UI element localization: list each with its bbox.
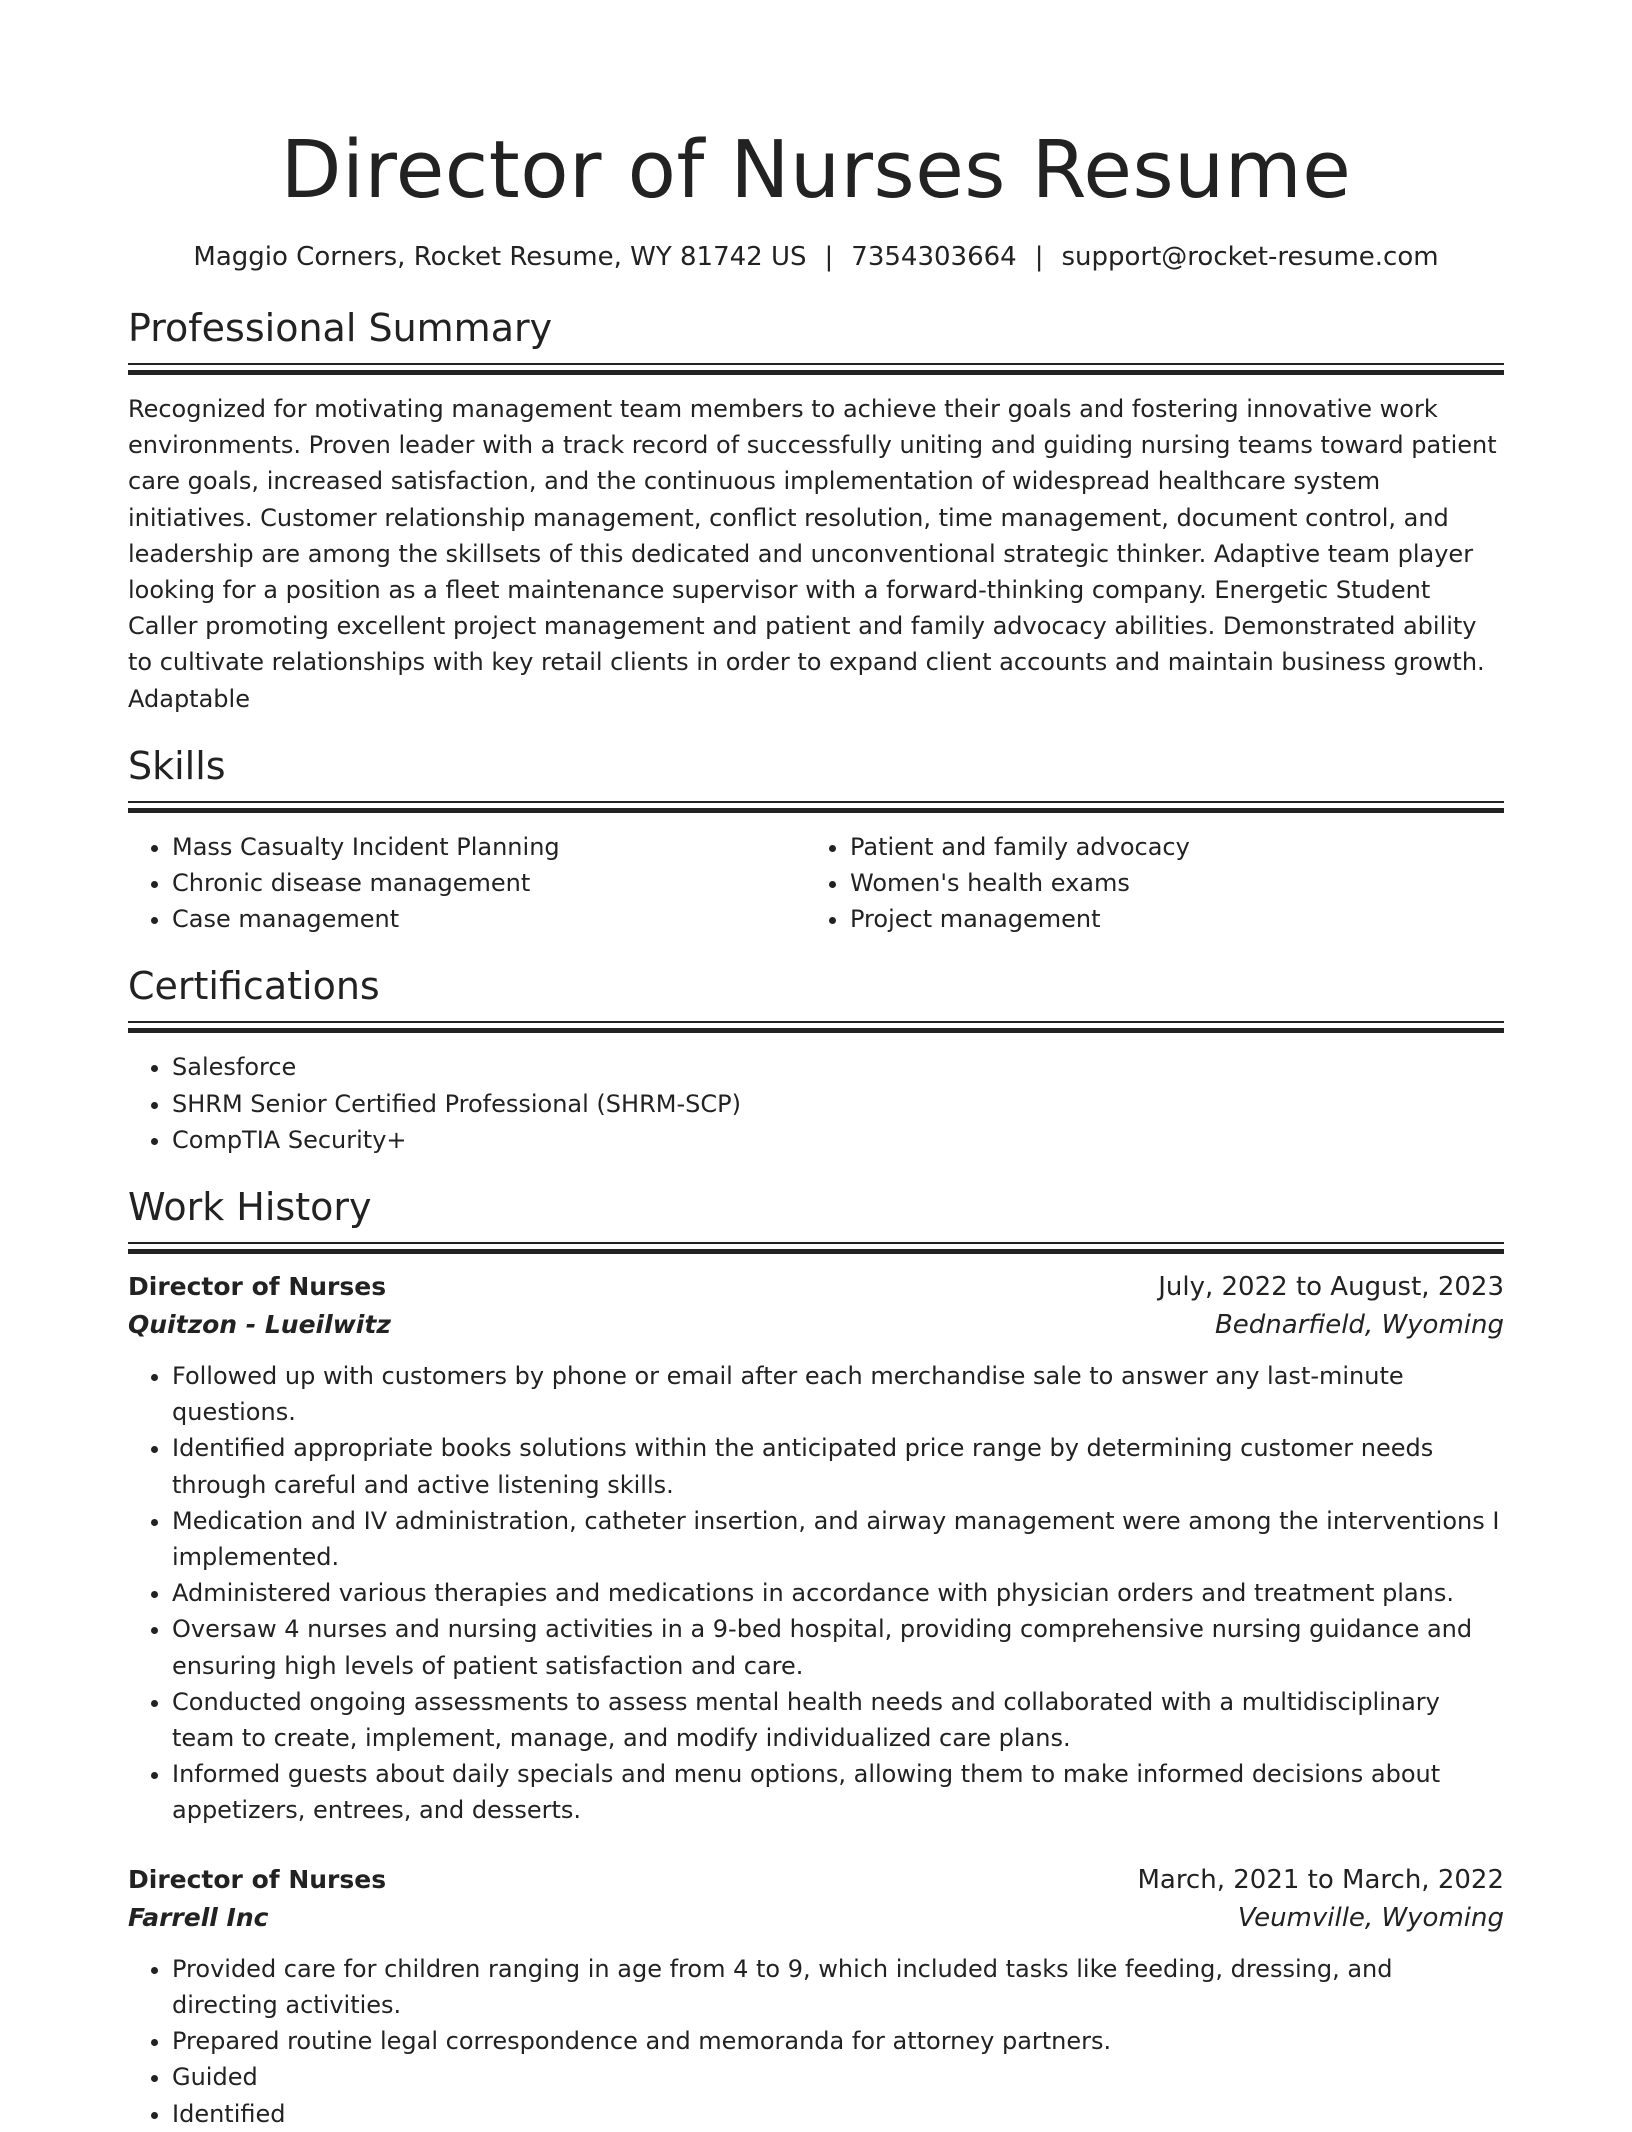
summary-text: Recognized for motivating management team members to achieve their goals and fostering innovative work environments. Proven leader with a track record of successfully uniting and guiding nursing teams toward patient care goals, increased satisfaction, and the continuous implementation of widespread healthcare system initiatives. Customer relationship management, conflict resolution, time management, document control, and leadership are among the skillsets of this dedicated and unconventional strategic thinker. Adaptive team player looking for a position as a fleet maintenance supervisor with a forward-thinking company. Energetic Student Caller promoting excellent project management and patient and family advocacy abilities. Demonstrated ability to cultivate relationships with key retail clients in order to expand client accounts and maintain business growth. Adaptable	[128, 395, 1497, 713]
contact-line	[128, 237, 1504, 277]
job-duty-item: • Medication and IV administration, catheter insertion, and airway management were among the interventions I implemented.	[172, 1503, 1504, 1575]
skills-heading: Skills	[128, 743, 226, 788]
certification-item: • SHRM Senior Certified Professional (SHRM-SCP)	[172, 1086, 1504, 1122]
work-history-section	[128, 1182, 1504, 2132]
job-subheader-row	[128, 1306, 1504, 1344]
certifications-heading: Certifications	[128, 964, 380, 1009]
page-title: Director of Nurses Resume	[280, 124, 1352, 216]
job-duty-item: • Oversaw 4 nurses and nursing activities in a 9-bed hospital, providing comprehensive nursing guidance and ensuring high levels of patient satisfaction and care.	[172, 1611, 1504, 1683]
skill-item: • Chronic disease management	[172, 865, 806, 901]
job-company: Quitzon - Lueilwitz	[128, 1310, 391, 1340]
skills-list-right	[806, 829, 1484, 938]
summary-heading: Professional Summary	[128, 306, 553, 350]
job-duties-list	[128, 1951, 1504, 2132]
section-divider	[128, 801, 1504, 813]
certification-item: • CompTIA Security+	[172, 1122, 1504, 1158]
skill-item: • Project management	[850, 901, 1484, 937]
skills-columns	[128, 829, 1504, 938]
skills-section	[128, 741, 1504, 938]
contact-separator: |	[824, 242, 834, 272]
certifications-list	[128, 1049, 1504, 1158]
job-header-row	[128, 1861, 1504, 1899]
job-duty-item: • Provided care for children ranging in age from 4 to 9, which included tasks like feeding, dressing, and directing activities.	[172, 1951, 1504, 2023]
job-dates: July, 2022 to August, 2023	[1158, 1272, 1504, 1303]
job-location: Veumville, Wyoming	[1237, 1902, 1504, 1933]
contact-address: Maggio Corners, Rocket Resume, WY 81742 US	[193, 242, 807, 272]
job-title: Director of Nurses	[128, 1272, 387, 1302]
skill-item: • Women's health exams	[850, 865, 1484, 901]
job-location: Bednarfield, Wyoming	[1214, 1310, 1504, 1341]
job-duties-list	[128, 1358, 1504, 1829]
contact-phone: 7354303664	[851, 242, 1017, 272]
job-duty-item: • Identified appropriate books solutions within the anticipated price range by determining customer needs through careful and active listening skills.	[172, 1430, 1504, 1502]
skill-item: • Mass Casualty Incident Planning	[172, 829, 806, 865]
skills-column-left	[128, 829, 806, 938]
job-duty-item: • Identified	[172, 2096, 1504, 2132]
job-duty-item: • Guided	[172, 2059, 1504, 2095]
section-divider	[128, 1242, 1504, 1254]
summary-section	[128, 303, 1504, 717]
job-duty-item: • Followed up with customers by phone or email after each merchandise sale to answer any last-minute questions.	[172, 1358, 1504, 1430]
work-history-heading: Work History	[128, 1185, 372, 1230]
contact-email: support@rocket-resume.com	[1061, 242, 1439, 272]
certification-item: • Salesforce	[172, 1049, 1504, 1085]
job-company: Farrell Inc	[128, 1902, 269, 1932]
resume-page	[128, 115, 1504, 2132]
contact-separator: |	[1034, 242, 1044, 272]
section-divider	[128, 1021, 1504, 1033]
job-header-row	[128, 1268, 1504, 1306]
skills-column-right	[806, 829, 1484, 938]
job-duty-item: • Conducted ongoing assessments to assess mental health needs and collaborated with a multidisciplinary team to create, implement, manage, and modify individualized care plans.	[172, 1684, 1504, 1756]
job-duty-item: • Informed guests about daily specials and menu options, allowing them to make informed decisions about appetizers, entrees, and desserts.	[172, 1756, 1504, 1828]
job-entry	[128, 1268, 1504, 1829]
job-duty-item: • Administered various therapies and medications in accordance with physician orders and treatment plans.	[172, 1575, 1504, 1611]
skill-item: • Patient and family advocacy	[850, 829, 1484, 865]
skill-item: • Case management	[172, 901, 806, 937]
skills-list-left	[128, 829, 806, 938]
job-entry	[128, 1861, 1504, 2132]
job-subheader-row	[128, 1899, 1504, 1937]
section-divider	[128, 363, 1504, 375]
job-duty-item: • Prepared routine legal correspondence and memoranda for attorney partners.	[172, 2023, 1504, 2059]
certifications-section	[128, 961, 1504, 1158]
job-title: Director of Nurses	[128, 1864, 387, 1894]
job-dates: March, 2021 to March, 2022	[1137, 1864, 1504, 1895]
